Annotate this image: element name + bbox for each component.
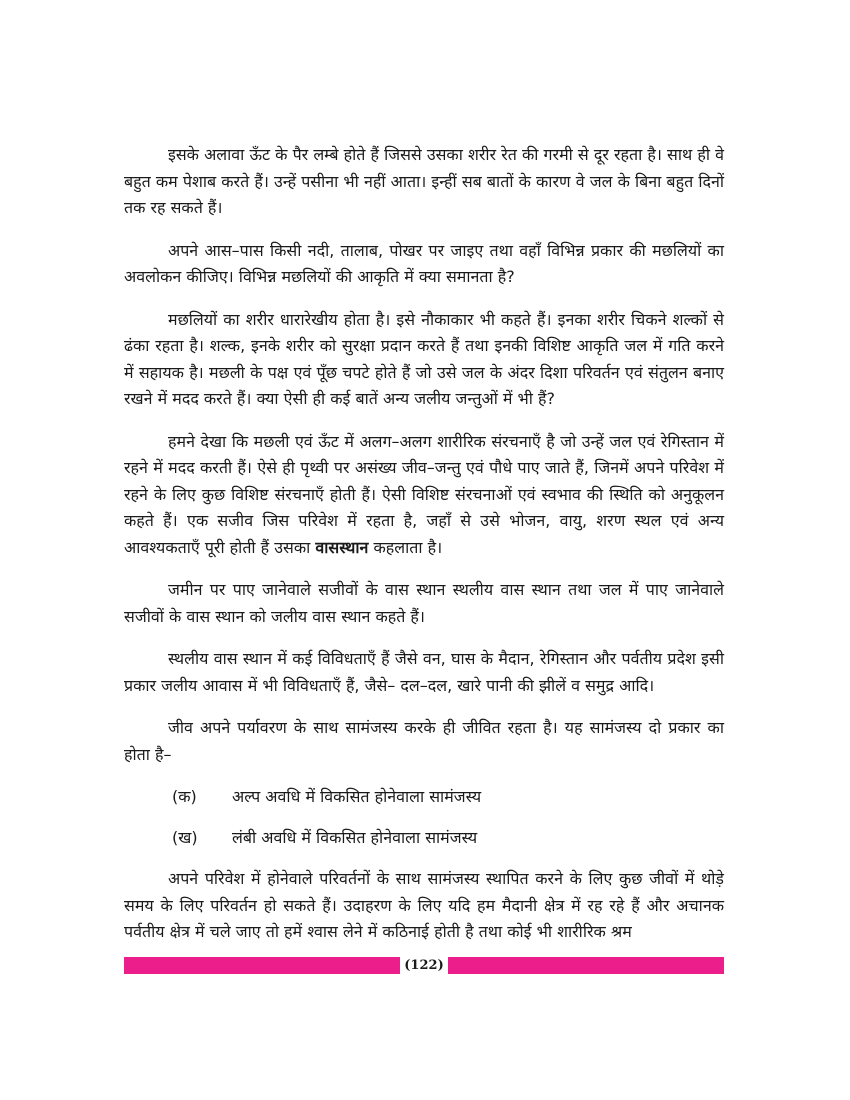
paragraph-closing: अपने परिवेश में होनेवाले परिवर्तनों के साथ सामंजस्य स्थापित करने के लिए कुछ जीवों में थोड़े समय के लिए परिवर्तन हो सकते हैं। उदाहरण के लिए यदि हम मैदानी क्षेत्र में रह रहे हैं और अचानक पर्वतीय क्षेत्र में चले जाए तो हमें श्वास लेने में कठिनाई होती है तथा कोई भी शारीरिक श्रम: [124, 869, 724, 941]
adaptation-text: हमने देखा कि मछली एवं ऊँट में अलग–अलग शारीरिक संरचनाएँ है जो उन्हें जल एवं रेगिस्तान में रहने में मदद करती हैं। ऐसे ही पृथ्वी पर असंख्य जीव–जन्तु एवं पौधे पाए जाते हैं, जिनमें अपने परिवेश में रहने के लिए कुछ विशिष्ट संरचनाएँ होती हैं। ऐसी विशिष्ट संरचनाओं एवं स्वभाव की स्थिति को अनुकूलन कहते हैं। एक सजीव जिस परिवेश में रहता है, जहाँ से उसे भोजन, वायु, शरण स्थल एवं अन्य आवश्यकताएँ पूरी होती हैं उसका: [124, 431, 724, 557]
page-footer: [124, 956, 724, 974]
list-item: [124, 784, 724, 810]
paragraph-fish-body: मछलियों का शरीर धारारेखीय होता है। इसे नौकाकार भी कहते हैं। इनका शरीर चिकने शल्कों से ढंका रहता है। शल्क, इनके शरीर को सुरक्षा प्रदान करते हैं तथा इनकी विशिष्ट आकृति जल में गति करने में सहायक है। मछली के पक्ष एवं पूँछ चपटे होते हैं जो उसे जल के अंदर दिशा परिवर्तन एवं संतुलन बनाए रखने में मदद करते हैं। क्या ऐसी ही कई बातें अन्य जलीय जन्तुओं में भी हैं?: [124, 309, 724, 408]
paragraph-habitat-types: जमीन पर पाए जानेवाले सजीवों के वास स्थान स्थलीय वास स्थान तथा जल में पाए जानेवाले सजीवों के वास स्थान को जलीय वास स्थान कहते हैं।: [124, 580, 724, 626]
list-marker: (ख): [172, 828, 198, 847]
list-text: अल्प अवधि में विकसित होनेवाला सामंजस्य: [232, 787, 482, 806]
paragraph-harmony: जीव अपने पर्यावरण के साथ सामंजस्य करके ही जीवित रहता है। यह सामंजस्य दो प्रकार का होता है–: [124, 718, 724, 764]
habitat-term: वासस्थान: [315, 537, 369, 557]
page-body: [124, 142, 724, 962]
paragraph-fish-observation: अपने आस–पास किसी नदी, तालाब, पोखर पर जाइए तथा वहाँ विभिन्न प्रकार की मछलियों का अवलोकन कीजिए। विभिन्न मछलियों की आकृति में क्या समानता है?: [124, 240, 724, 286]
page-number: (122): [404, 957, 444, 973]
list-marker: (क): [172, 787, 197, 806]
list-text: लंबी अवधि में विकसित होनेवाला सामंजस्य: [232, 828, 478, 847]
list-item: [124, 825, 724, 851]
habitat-term-suffix: कहलाता है।: [368, 537, 443, 557]
footer-bar-left: [124, 957, 400, 974]
paragraph-habitat-diversity: स्थलीय वास स्थान में कई विविधताएँ हैं जैसे वन, घास के मैदान, रेगिस्तान और पर्वतीय प्रदेश इसी प्रकार जलीय आवास में भी विविधताएँ हैं, जैसे– दल–दल, खारे पानी की झीलें व समुद्र आदि।: [124, 649, 724, 695]
footer-bar-right: [448, 957, 724, 974]
paragraph-adaptation: [124, 429, 724, 562]
paragraph-camel-legs: इसके अलावा ऊँट के पैर लम्बे होते हैं जिससे उसका शरीर रेत की गरमी से दूर रहता है। साथ ही वे बहुत कम पेशाब करते हैं। उन्हें पसीना भी नहीं आता। इन्हीं सब बातों के कारण वे जल के बिना बहुत दिनों तक रह सकते हैं।: [124, 145, 724, 217]
